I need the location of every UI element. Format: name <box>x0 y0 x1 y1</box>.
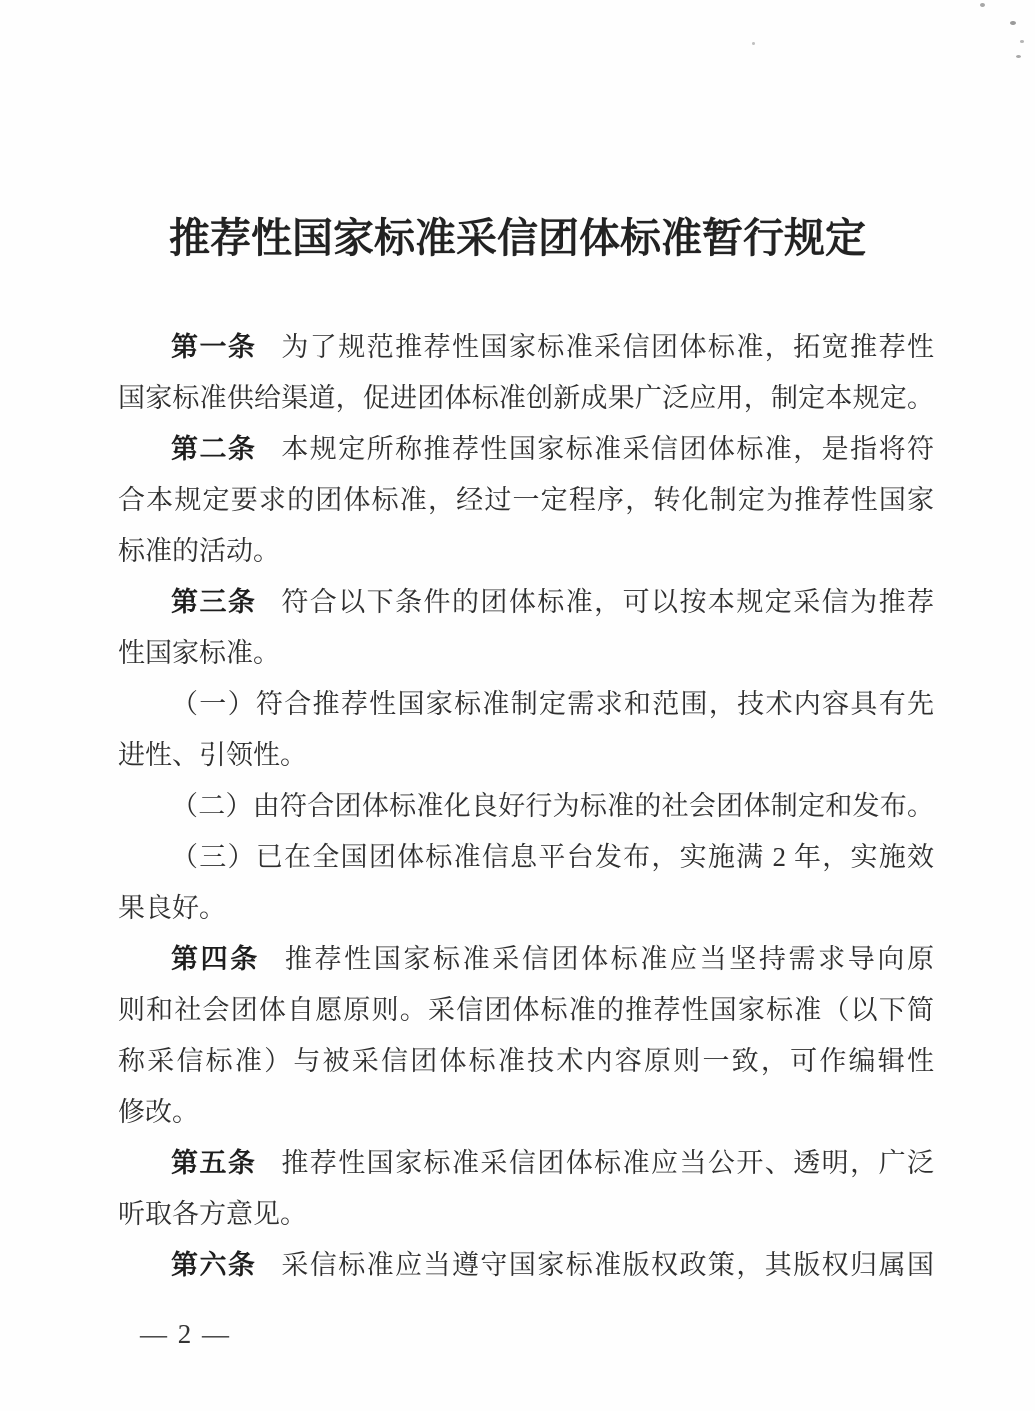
body-line <box>118 373 934 424</box>
article-number: 第六条 <box>171 1250 257 1280</box>
page-number: — 2 — <box>140 1319 231 1349</box>
line-text: 采信标准应当遵守国家标准版权政策，其版权归属国 <box>281 1250 935 1280</box>
article-line <box>118 1240 934 1291</box>
line-text: 标准的活动。 <box>118 536 280 566</box>
article-line <box>118 577 934 628</box>
line-text: 性国家标准。 <box>118 638 280 668</box>
line-text: （三）已在全国团体标准信息平台发布，实施满 2 年，实施效 <box>171 842 934 872</box>
body-line <box>118 832 934 883</box>
line-text: 进性、引领性。 <box>118 740 307 770</box>
line-text: 推荐性国家标准采信团体标准应当坚持需求导向原 <box>284 944 934 974</box>
body-line <box>118 628 934 679</box>
line-text: 则和社会团体自愿原则。采信团体标准的推荐性国家标准（以下简 <box>118 995 934 1025</box>
article-number: 第五条 <box>171 1148 257 1178</box>
article-number: 第四条 <box>171 944 260 974</box>
body-line <box>118 526 934 577</box>
line-text: 称采信标准）与被采信团体标准技术内容原则一致，可作编辑性 <box>118 1046 934 1076</box>
line-text: 果良好。 <box>118 893 226 923</box>
article-number: 第一条 <box>171 332 257 362</box>
scan-speck <box>980 3 985 7</box>
body-line <box>118 1189 934 1240</box>
document-body <box>118 322 934 1291</box>
body-line <box>118 1087 934 1138</box>
article-number: 第三条 <box>171 587 257 617</box>
scan-speck <box>1016 55 1021 58</box>
line-text: （二）由符合团体标准化良好行为标准的社会团体制定和发布。 <box>171 791 934 821</box>
scan-speck <box>1010 21 1016 25</box>
line-text: 本规定所称推荐性国家标准采信团体标准，是指将符 <box>281 434 935 464</box>
line-text: 推荐性国家标准采信团体标准应当公开、透明，广泛 <box>281 1148 935 1178</box>
line-text: 听取各方意见。 <box>118 1199 307 1229</box>
article-line <box>118 322 934 373</box>
body-line <box>118 475 934 526</box>
scan-speck <box>752 42 755 45</box>
body-line <box>118 1036 934 1087</box>
body-line <box>118 679 934 730</box>
line-text: 修改。 <box>118 1097 199 1127</box>
line-text: 合本规定要求的团体标准，经过一定程序，转化制定为推荐性国家 <box>118 485 934 515</box>
article-line <box>118 424 934 475</box>
article-number: 第二条 <box>171 434 257 464</box>
body-line <box>118 985 934 1036</box>
scan-speck <box>1020 40 1024 43</box>
article-line <box>118 1138 934 1189</box>
body-line <box>118 883 934 934</box>
article-line <box>118 934 934 985</box>
line-text: 符合以下条件的团体标准，可以按本规定采信为推荐 <box>281 587 935 617</box>
line-text: （一）符合推荐性国家标准制定需求和范围，技术内容具有先 <box>171 689 934 719</box>
document-title: 推荐性国家标准采信团体标准暂行规定 <box>169 215 866 261</box>
line-text: 国家标准供给渠道，促进团体标准创新成果广泛应用，制定本规定。 <box>118 383 934 413</box>
body-line <box>118 730 934 781</box>
line-text: 为了规范推荐性国家标准采信团体标准，拓宽推荐性 <box>281 332 935 362</box>
body-line <box>118 781 934 832</box>
